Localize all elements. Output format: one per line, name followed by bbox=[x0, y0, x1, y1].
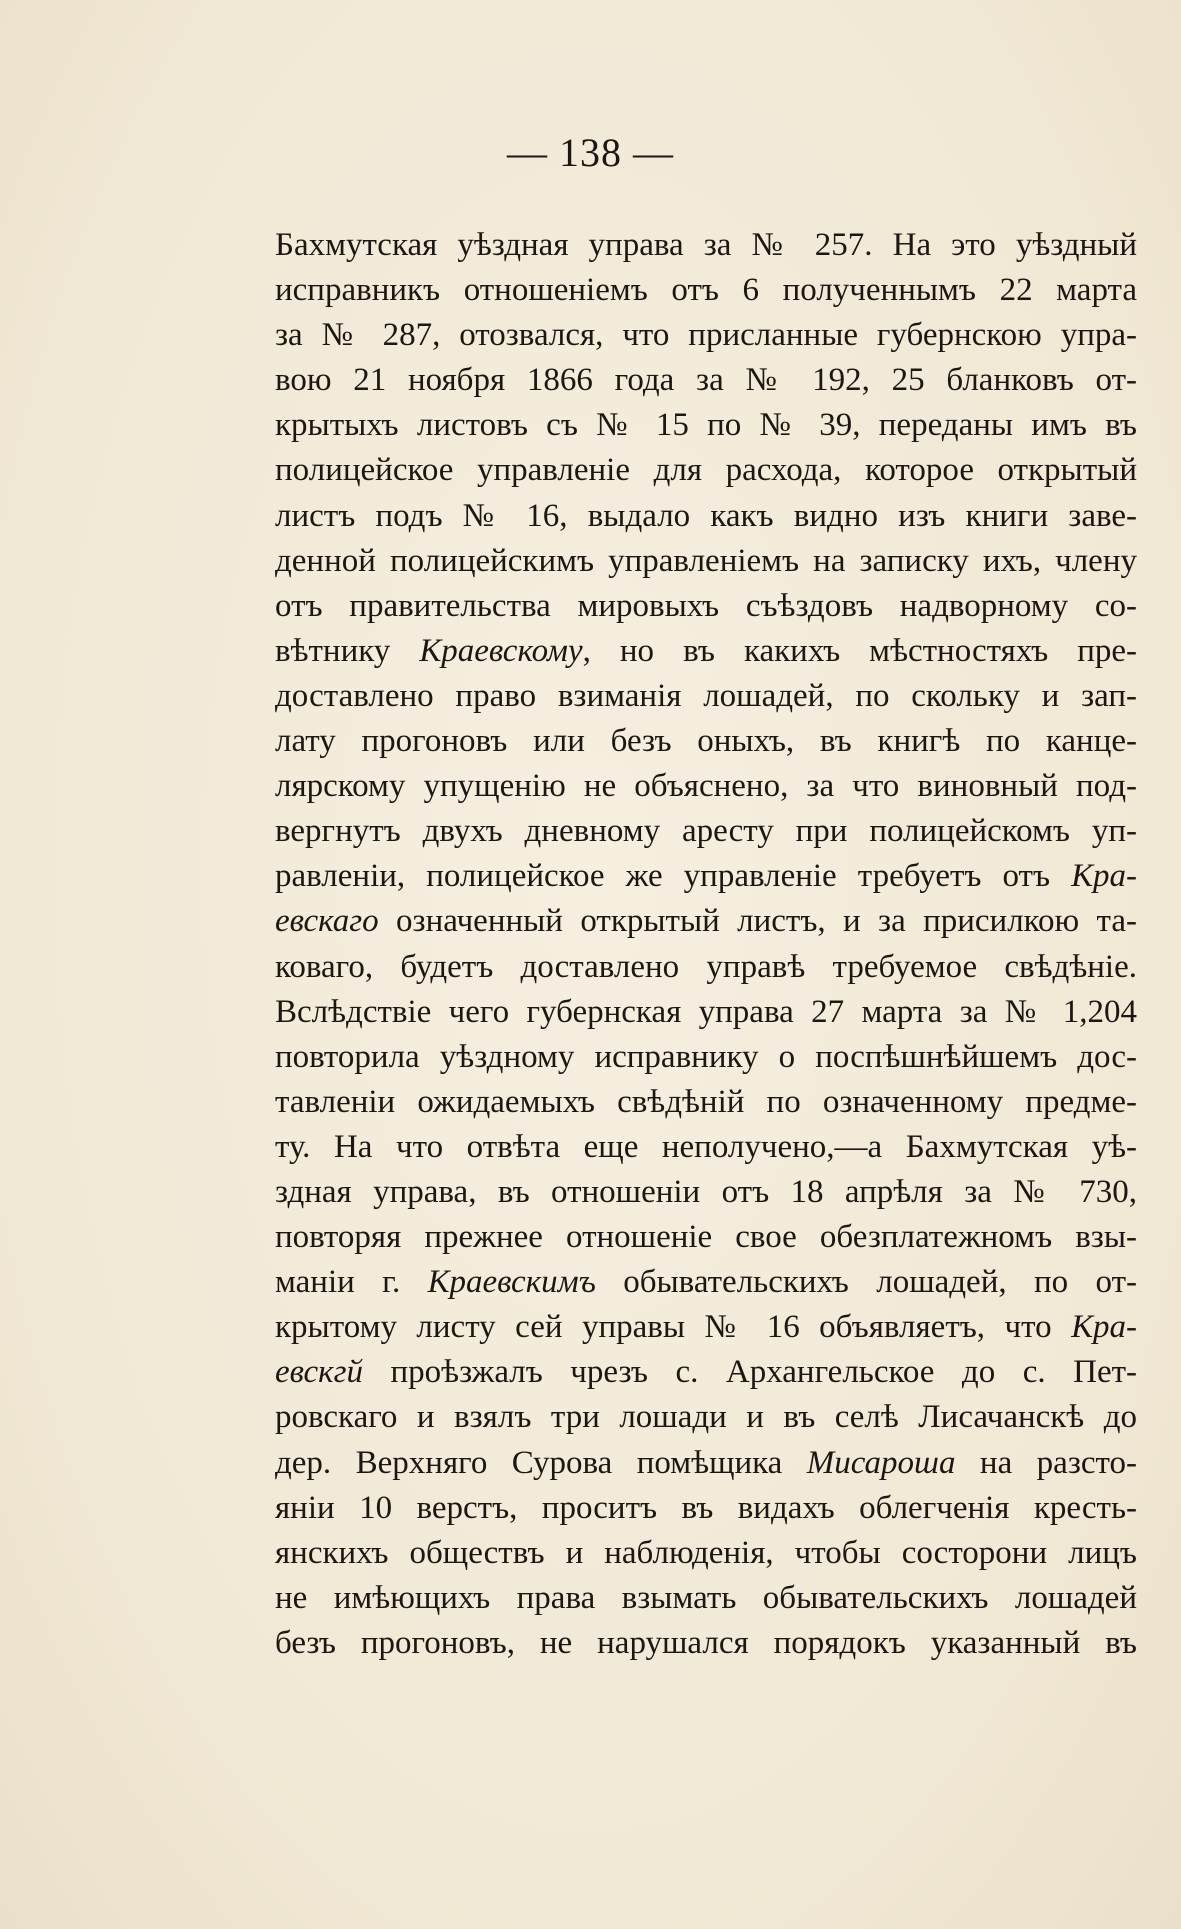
text-segment: дер. Верхняго Сурова помѣщика bbox=[275, 1444, 807, 1481]
text-line bbox=[275, 403, 1137, 448]
text-segment: доставлено право взиманія лошадей, по скольку и зап- bbox=[275, 677, 1137, 714]
text-segment: отъ правительства мировыхъ съѣздовъ надворному со- bbox=[275, 587, 1137, 624]
text-line bbox=[275, 313, 1137, 358]
body-text bbox=[275, 223, 1137, 1666]
text-segment: полицейское управленіе для расхода, которое открытый bbox=[275, 452, 1137, 489]
text-line bbox=[275, 223, 1137, 268]
text-line bbox=[275, 1260, 1137, 1305]
text-segment: Бахмутская уѣздная управа за № 257. На это уѣздный bbox=[275, 227, 1137, 263]
text-segment: крытыхъ листовъ съ № 15 по № 39, переданы имъ въ bbox=[275, 407, 1137, 444]
text-line bbox=[275, 1170, 1137, 1215]
text-line bbox=[275, 358, 1137, 403]
italic-name: Краевскимъ bbox=[427, 1264, 596, 1301]
italic-name: Краевскому bbox=[419, 632, 583, 669]
italic-name: евскаго bbox=[275, 903, 379, 940]
text-line bbox=[275, 854, 1137, 899]
text-line bbox=[275, 1576, 1137, 1621]
italic-name: евскгй bbox=[275, 1354, 363, 1391]
text-line bbox=[275, 990, 1137, 1035]
italic-name: Мисароша bbox=[806, 1444, 956, 1481]
text-segment: маніи г. bbox=[275, 1264, 428, 1301]
text-line bbox=[275, 674, 1137, 719]
italic-name: Кра- bbox=[1071, 1309, 1137, 1346]
text-segment: означенный открытый листъ, и за присилкою та- bbox=[378, 903, 1137, 940]
text-segment: за № 287, отозвался, что присланные губернскою упра- bbox=[275, 317, 1137, 354]
text-line bbox=[275, 1215, 1137, 1260]
text-line bbox=[275, 1621, 1137, 1666]
text-segment: Вслѣдствіе чего губернская управа 27 марта за № 1,204 bbox=[275, 993, 1137, 1030]
text-segment: равленіи, полицейское же управленіе требуетъ отъ bbox=[275, 858, 1072, 895]
text-segment: вою 21 ноября 1866 года за № 192, 25 бланковъ от- bbox=[275, 362, 1137, 399]
text-segment: вѣтнику bbox=[275, 632, 420, 669]
text-line bbox=[275, 1305, 1137, 1350]
text-line bbox=[275, 1486, 1137, 1531]
text-segment: яніи 10 верстъ, проситъ въ видахъ облегченія кресть- bbox=[275, 1489, 1137, 1526]
text-line bbox=[275, 494, 1137, 539]
text-line bbox=[275, 1035, 1137, 1080]
text-segment: безъ прогоновъ, не нарушался порядокъ указанный въ bbox=[275, 1624, 1137, 1661]
text-segment: лярскому упущенію не объяснено, за что виновный под- bbox=[275, 768, 1137, 805]
text-line bbox=[275, 764, 1137, 809]
text-segment: коваго, будетъ доставлено управѣ требуемое свѣдѣніе. bbox=[275, 948, 1137, 985]
text-segment: повторила уѣздному исправнику о поспѣшнѣйшемъ дос- bbox=[275, 1038, 1137, 1075]
text-segment: на разсто- bbox=[955, 1444, 1137, 1481]
text-line bbox=[275, 1080, 1137, 1125]
text-segment: не имѣющихъ права взымать обывательскихъ лошадей bbox=[275, 1579, 1137, 1616]
text-line bbox=[275, 1531, 1137, 1576]
text-segment: ровскаго и взялъ три лошади и въ селѣ Лисачанскѣ до bbox=[275, 1399, 1137, 1436]
text-line bbox=[275, 899, 1137, 944]
text-line bbox=[275, 268, 1137, 313]
text-segment: исправникъ отношеніемъ отъ 6 полученнымъ 22 марта bbox=[275, 272, 1137, 309]
text-line bbox=[275, 809, 1137, 854]
text-segment: лату прогоновъ или безъ оныхъ, въ книгѣ по канце- bbox=[275, 723, 1137, 760]
text-line bbox=[275, 945, 1137, 990]
text-line bbox=[275, 1350, 1137, 1395]
text-line bbox=[275, 584, 1137, 629]
text-segment: здная управа, въ отношеніи отъ 18 апрѣля за № 730, bbox=[275, 1173, 1137, 1210]
text-segment: тавленіи ожидаемыхъ свѣдѣній по означенному предме- bbox=[275, 1083, 1137, 1120]
page-number: — 138 — bbox=[507, 130, 674, 175]
text-segment: крытому листу сей управы № 16 объявляетъ, что bbox=[275, 1309, 1072, 1346]
text-segment: янскихъ обществъ и наблюденія, чтобы состорони лицъ bbox=[275, 1534, 1137, 1571]
text-line bbox=[275, 448, 1137, 493]
text-segment: вергнутъ двухъ дневному аресту при полицейскомъ уп- bbox=[275, 813, 1137, 850]
text-line bbox=[275, 629, 1137, 674]
text-line bbox=[275, 1441, 1137, 1486]
text-line bbox=[275, 719, 1137, 764]
text-segment: денной полицейскимъ управленіемъ на записку ихъ, члену bbox=[275, 542, 1137, 579]
text-segment: проѣзжалъ чрезъ с. Архангельское до с. Пет- bbox=[363, 1354, 1137, 1391]
text-line bbox=[275, 539, 1137, 584]
text-segment: , но въ какихъ мѣстностяхъ пре- bbox=[582, 632, 1137, 669]
text-segment: ту. На что отвѣта еще неполучено,—а Бахмутская уѣ- bbox=[275, 1128, 1137, 1165]
text-segment: повторяя прежнее отношеніе свое обезплатежномъ взы- bbox=[275, 1219, 1137, 1256]
text-line bbox=[275, 1125, 1137, 1170]
text-segment: обывательскихъ лошадей, по от- bbox=[595, 1264, 1137, 1301]
text-segment: листъ подъ № 16, выдало какъ видно изъ книги заве- bbox=[275, 497, 1137, 534]
italic-name: Кра- bbox=[1071, 858, 1137, 895]
text-line bbox=[275, 1395, 1137, 1440]
